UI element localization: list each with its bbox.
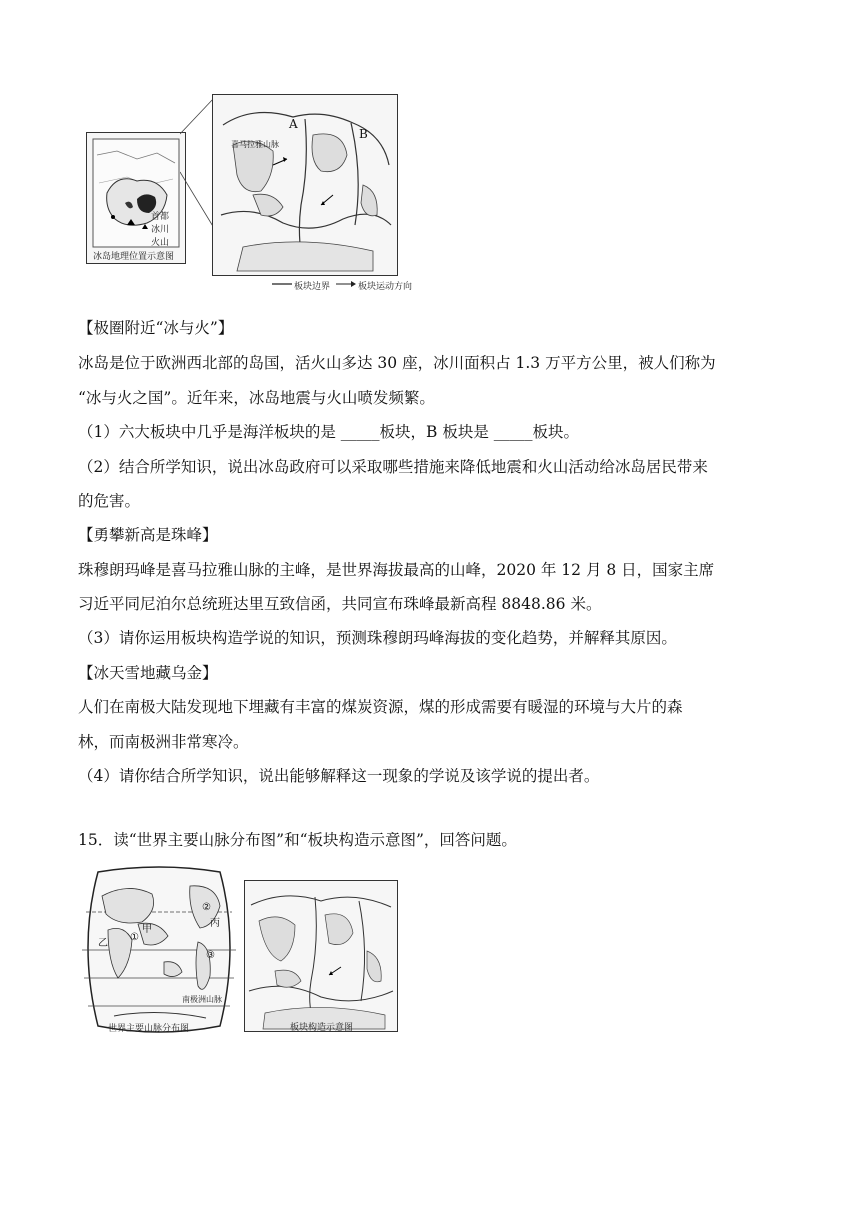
section2-para-line1: 珠穆朗玛峰是喜马拉雅山脉的主峰，是世界海拔最高的山峰，2020 年 12 月 8 日，国家主席 xyxy=(78,561,715,579)
question-1: （1）六大板块中几乎是海洋板块的是 _____板块，B 板块是 _____板块。 xyxy=(78,423,580,441)
map-label-c3: ③ xyxy=(206,950,215,961)
section1-para-line1: 冰岛是位于欧洲西北部的岛国，活火山多达 30 座，冰川面积占 1.3 万平方公里，被人们称为 xyxy=(78,354,716,372)
iceland-location-map xyxy=(86,132,186,264)
map-label-antarctic: 南极洲山脉 xyxy=(182,995,222,1004)
section3-para-line1: 人们在南极大陆发现地下埋藏有丰富的煤炭资源，煤的形成需要有暖湿的环境与大片的森 xyxy=(78,698,683,716)
himalaya-label: 喜马拉雅山脉 xyxy=(231,140,279,149)
question-2-line2: 的危害。 xyxy=(78,492,141,510)
map-label-c2: ② xyxy=(202,902,211,913)
map-label-bing: 丙 xyxy=(210,918,220,929)
iceland-map-caption: 冰岛地理位置示意图 xyxy=(93,252,175,262)
section2-heading: 【勇攀新高是珠峰】 xyxy=(78,526,218,544)
plate-boundary-legend-symbol xyxy=(272,280,292,288)
legend-glacier: 冰川 xyxy=(151,225,170,235)
section1-para-line2: “冰与火之国”。近年来，冰岛地震与火山喷发频繁。 xyxy=(78,389,435,407)
legend-capital: 首都 xyxy=(151,212,170,222)
legend-volcano: 火山 xyxy=(151,238,170,248)
section3-heading: 【冰天雪地藏乌金】 xyxy=(78,664,218,682)
world-mountains-caption: 世界主要山脉分布图 xyxy=(108,1024,190,1034)
section1-heading: 【极圈附近“冰与火”】 xyxy=(78,319,234,337)
legend-plate-boundary: 板块边界 xyxy=(294,282,331,292)
plate-structure-map xyxy=(244,880,398,1032)
plate-tectonics-map xyxy=(212,94,398,276)
iceland-map-drawing xyxy=(87,133,185,263)
question-2-line1: （2）结合所学知识，说出冰岛政府可以采取哪些措施来降低地震和火山活动给冰岛居民带来 xyxy=(78,458,708,476)
world-mountains-drawing xyxy=(78,866,240,1036)
plate-map-drawing xyxy=(213,95,397,275)
question-3: （3）请你运用板块构造学说的知识，预测珠穆朗玛峰海拔的变化趋势，并解释其原因。 xyxy=(78,629,677,647)
plate-label-b: B xyxy=(359,127,368,141)
map-label-c1: ① xyxy=(130,932,139,943)
legend-plate-direction: 板块运动方向 xyxy=(358,282,413,292)
map-label-jia: 甲 xyxy=(142,924,152,935)
map-label-yi: 乙 xyxy=(98,938,108,949)
question-4: （4）请你结合所学知识，说出能够解释这一现象的学说及该学说的提出者。 xyxy=(78,767,600,785)
plate-structure-caption: 板块构造示意图 xyxy=(290,1023,354,1033)
plate-direction-legend-symbol xyxy=(336,280,356,288)
section2-para-line2: 习近平同尼泊尔总统班达里互致信函，共同宣布珠峰最新高程 8848.86 米。 xyxy=(78,595,602,613)
section3-para-line2: 林，而南极洲非常寒冷。 xyxy=(78,733,249,751)
world-mountains-map xyxy=(78,866,240,1036)
question-15: 15．读“世界主要山脉分布图”和“板块构造示意图”，回答问题。 xyxy=(78,831,517,849)
plate-label-a: A xyxy=(289,117,298,131)
plate-structure-drawing xyxy=(245,881,397,1031)
